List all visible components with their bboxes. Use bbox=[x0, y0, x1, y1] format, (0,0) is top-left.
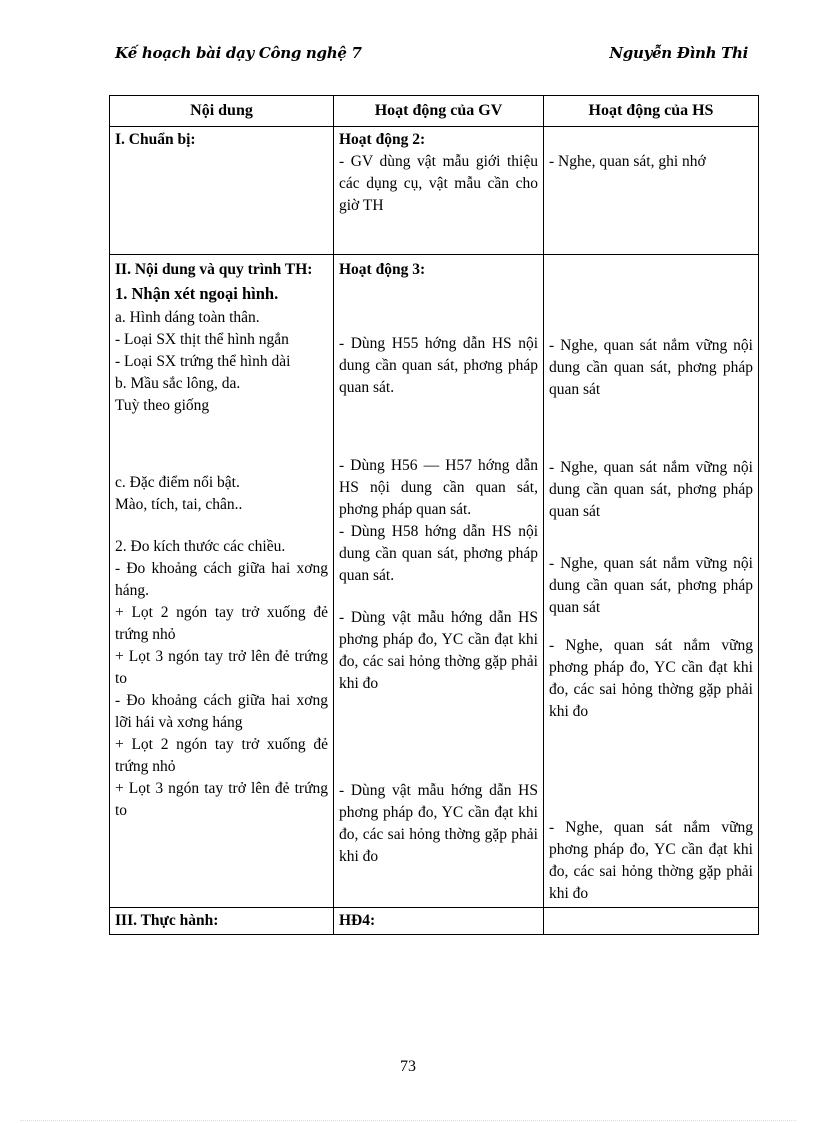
page-number: 73 bbox=[400, 1058, 416, 1075]
activity-title: Hoạt động 3: bbox=[339, 261, 426, 278]
row3-gv bbox=[334, 908, 544, 935]
column-header-content: Nội dung bbox=[110, 96, 334, 127]
row2-hs bbox=[544, 255, 759, 908]
gv-text-a: - Dùng H55 hớng dẫn HS nội dung cần quan sát, phơng pháp quan sát. bbox=[339, 335, 538, 396]
hs-text-m1: - Nghe, quan sát nắm vững phơng pháp đo, YC cần đạt khi đo, các sai hỏng thờng gặp phải khi đo bbox=[549, 637, 753, 720]
measure-item-6: + Lọt 3 ngón tay trở lên đẻ trứng to bbox=[115, 780, 328, 819]
table-row bbox=[110, 127, 759, 255]
measure-title: 2. Đo kích thước các chiều. bbox=[115, 538, 286, 555]
page-header bbox=[115, 44, 748, 74]
row2-gv bbox=[334, 255, 544, 908]
item-a-2: - Loại SX trứng thể hình dài bbox=[115, 353, 291, 370]
gv-text-c: - Dùng H58 hớng dẫn HS nội dung cần quan sát, phơng pháp quan sát. bbox=[339, 523, 538, 584]
hs-text-c: - Nghe, quan sát nắm vững nội dung cần quan sát, phơng pháp quan sát bbox=[549, 555, 753, 616]
gv-text-b: - Dùng H56 — H57 hớng dẫn HS nội dung cần quan sát, phơng pháp quan sát. bbox=[339, 457, 538, 518]
row3-hs bbox=[544, 908, 759, 935]
measure-item-3: + Lọt 3 ngón tay trở lên đẻ trứng to bbox=[115, 648, 328, 687]
measure-item-2: + Lọt 2 ngón tay trở xuống đẻ trứng nhỏ bbox=[115, 604, 328, 643]
hs-text-b: - Nghe, quan sát nắm vững nội dung cần quan sát, phơng pháp quan sát bbox=[549, 459, 753, 520]
row1-gv bbox=[334, 127, 544, 255]
column-header-hs: Hoạt động của HS bbox=[544, 96, 759, 127]
hs-text: - Nghe, quan sát, ghi nhớ bbox=[549, 153, 706, 170]
hs-text-m2: - Nghe, quan sát nắm vững phơng pháp đo, YC cần đạt khi đo, các sai hỏng thờng gặp phải khi đo bbox=[549, 819, 753, 902]
activity-title: Hoạt động 2: bbox=[339, 131, 426, 148]
footer-divider bbox=[20, 1120, 796, 1121]
subsection-title: 1. Nhận xét ngoại hình. bbox=[115, 284, 279, 303]
gv-text-m2: - Dùng vật mẫu hớng dẫn HS phơng pháp đo, YC cần đạt khi đo, các sai hỏng thờng gặp phải khi đo bbox=[339, 782, 538, 865]
row1-content bbox=[110, 127, 334, 255]
gv-text: - GV dùng vật mẫu giới thiệu các dụng cụ, vật mẫu cần cho giờ TH bbox=[339, 153, 538, 214]
header-title: Kế hoạch bài dạy Công nghệ 7 bbox=[115, 44, 362, 62]
hs-text-a: - Nghe, quan sát nắm vững nội dung cần quan sát, phơng pháp quan sát bbox=[549, 337, 753, 398]
table-row bbox=[110, 255, 759, 908]
section-title: III. Thực hành: bbox=[115, 912, 219, 929]
item-a-title: a. Hình dáng toàn thân. bbox=[115, 309, 260, 326]
table-header-row bbox=[110, 96, 759, 127]
section-title: I. Chuẩn bị: bbox=[115, 131, 196, 148]
measure-item-1: - Đo khoảng cách giữa hai xơng háng. bbox=[115, 560, 328, 599]
item-b-title: b. Mầu sắc lông, da. bbox=[115, 375, 241, 392]
table-row bbox=[110, 908, 759, 935]
gv-text-m1: - Dùng vật mẫu hớng dẫn HS phơng pháp đo, YC cần đạt khi đo, các sai hỏng thờng gặp phải khi đo bbox=[339, 609, 538, 692]
lesson-plan-table bbox=[109, 95, 759, 935]
item-b-text: Tuỳ theo giống bbox=[115, 397, 210, 414]
measure-item-4: - Đo khoảng cách giữa hai xơng lỡi hái và xơng háng bbox=[115, 692, 328, 731]
column-header-gv: Hoạt động của GV bbox=[334, 96, 544, 127]
row2-content bbox=[110, 255, 334, 908]
item-a-1: - Loại SX thịt thể hình ngắn bbox=[115, 331, 289, 348]
activity-title: HĐ4: bbox=[339, 912, 376, 929]
measure-item-5: + Lọt 2 ngón tay trở xuống đẻ trứng nhỏ bbox=[115, 736, 328, 775]
item-c-text: Mào, tích, tai, chân.. bbox=[115, 496, 243, 513]
section-title: II. Nội dung và quy trình TH: bbox=[115, 261, 313, 278]
header-author: Nguyễn Đình Thi bbox=[609, 44, 748, 62]
row3-content bbox=[110, 908, 334, 935]
item-c-title: c. Đặc điểm nổi bật. bbox=[115, 474, 240, 491]
row1-hs bbox=[544, 127, 759, 255]
